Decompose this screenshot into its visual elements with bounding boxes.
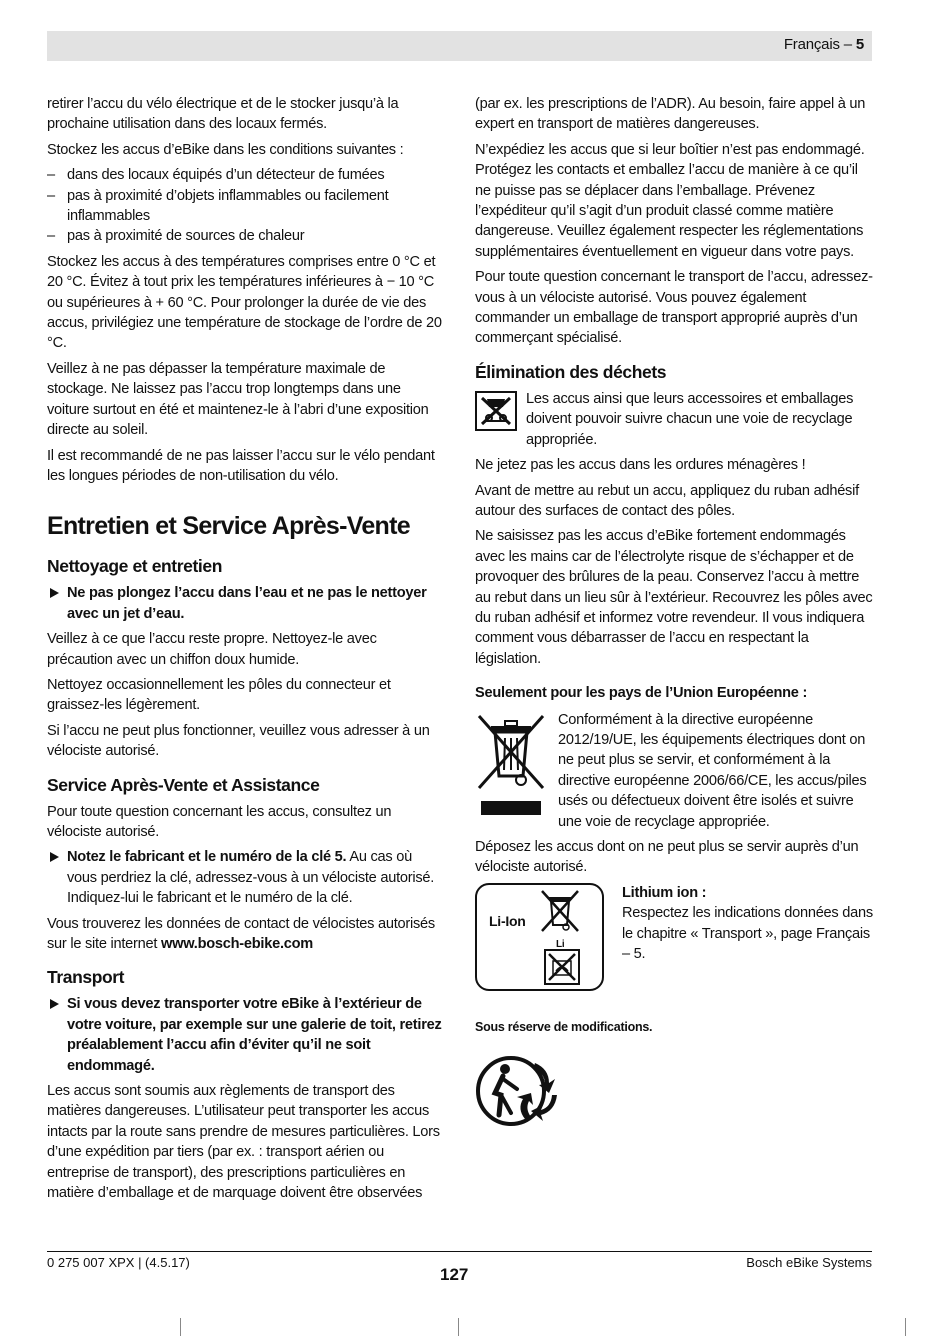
subsection-title-cleaning: Nettoyage et entretien [47,556,222,577]
paragraph: Avant de mettre au rebut un accu, appliquez du ruban adhésif autour des surfaces de contact des pôles. [475,482,859,519]
paragraph: N’expédiez les accus que si leur boîtier n’est pas endommagé. Protégez les contacts et emballez l’accu de manière à ce qu’il ne puisse pas se déplacer dans l’emballage. Prévenez l’expéditeur qu’il s’agit d’un produit classé comme matière dangereuse. Veuillez également respecter les réglementations supplémentaires éventuellement en vigueur dans votre pays. [475,141,865,260]
paragraph: Déposez les accus dont on ne peut plus se servir auprès d’un vélociste autorisé. [475,839,859,876]
paragraph: Ne saisissez pas les accus d’eBike fortement endommagés avec les mains car de l’électrolyte risque de s’échapper et de provoquer des brûlures de la peau. Conservez l’accu à mettre au rebut dans un lieu sûr à l’extérieur. Recouvrez les pôles avec du ruban adhésif et informez votre revendeur. Il vous indiquera comment vous débarrasser de l’accu en respectant la législation. [475,528,873,667]
crossed-bin-small-icon [540,889,580,939]
subsection-title-disposal: Élimination des déchets [475,361,667,382]
paragraph: Stockez les accus d’eBike dans les conditions suivantes : [47,141,404,158]
subsection-title-transport: Transport [47,967,125,988]
paragraph: Veillez à ce que l’accu reste propre. Nettoyez-le avec précaution avec un chiffon doux humide. [47,631,377,668]
warning-item: Notez le fabricant et le numéro de la clé 5. Au cas où vous perdriez la clé, adressez-vous à un vélociste autorisé. Indiquez-lui le fabricant et le numéro de la clé. [47,847,445,908]
recycling-notice: Les accus ainsi que leurs accessoires et emballages doivent pouvoir suivre chacun une voie de recyclage appropriée. [475,389,873,450]
footer-divider [47,1251,872,1252]
liion-notice [475,883,873,995]
liion-symbol-box [475,883,604,991]
liion-label: Li-Ion [489,912,526,929]
footer-doc-number: 0 275 007 XPX | (4.5.17) [47,1255,190,1270]
paragraph: Pour toute question concernant le transport de l’accu, adressez-vous à un vélociste autorisé. Vous pouvez également commander un emballage de transport approprié auprès d’un commerçant spécialisé. [475,269,873,347]
right-column [475,94,873,1140]
footer-page-number: 127 [440,1265,469,1284]
battery-recycle-icon [544,949,580,985]
list-item: – dans des locaux équipés d’un détecteur de fumées [47,165,445,185]
header-bar [47,31,872,61]
paragraph: Il est recommandé de ne pas laisser l’accu sur le vélo pendant les longues périodes de non-utilisation du vélo. [47,447,435,484]
website-link[interactable]: www.bosch-ebike.com [161,936,314,952]
left-column [47,94,445,1208]
storage-conditions-list [47,165,445,247]
header-page-label: Français – 5 [783,36,864,53]
eu-heading: Seulement pour les pays de l’Union Européenne : [475,685,808,702]
crop-mark [905,1318,906,1336]
footer-brand: Bosch eBike Systems [746,1255,872,1270]
warning-item: Si vous devez transporter votre eBike à l’extérieur de votre voiture, par exemple sur une galerie de toit, retirez préalablement l’accu afin d’éviter qu’il ne soit endommagé. [47,994,445,1076]
arrow-bullet-icon [50,852,59,862]
crop-mark [458,1318,459,1336]
liion-text: Respectez les indications données dans le chapitre « Transport », page Français – 5. [622,905,873,963]
list-item: – pas à proximité d’objets inflammables ou facilement inflammables [47,186,445,227]
crop-mark [180,1318,181,1336]
arrow-bullet-icon [50,999,59,1009]
subsection-title-service: Service Après-Vente et Assistance [47,774,320,795]
paragraph: Nettoyez occasionnellement les pôles du connecteur et graissez-les légèrement. [47,676,391,714]
warning-item: Ne pas plongez l’accu dans l’eau et ne pas le nettoyer avec un jet d’eau. [47,583,445,624]
paragraph: (par ex. les prescriptions de l’ADR). Au besoin, faire appel à un expert en transport de matières dangereuses. [475,96,866,133]
paragraph: Si l’accu ne peut plus fonctionner, veuillez vous adresser à un vélociste autorisé. [47,722,430,760]
paragraph: retirer l’accu du vélo électrique et de le stocker jusqu’à la prochaine utilisation dans des locaux fermés. [47,96,399,133]
triman-logo [475,1049,873,1139]
liion-small-label: Li [556,938,565,950]
weee-notice: Conformément à la directive européenne 2012/19/UE, les équipements électriques dont on ne peut plus se servir, et conformément à la directive européenne 2006/66/CE, les accus/piles usés ou défectueux doivent être isolés et suivre une voie de recyclage appropriée. [475,710,873,832]
paragraph: Stockez les accus à des températures comprises entre 0 °C et 20 °C. Évitez à tout prix les températures inférieures à − 10 °C ou supérieures à + 60 °C. Pour prolonger la durée de vie des accus, privilégiez une température de stockage de l’ordre de 20 °C. [47,253,442,352]
arrow-bullet-icon [50,588,59,598]
list-item: – pas à proximité de sources de chaleur [47,226,445,246]
triman-recycle-icon [475,1049,565,1133]
packaging-recycle-icon [475,391,517,437]
paragraph: Veillez à ne pas dépasser la température maximale de stockage. Ne laissez pas l’accu trop longtemps dans une voiture surtout en été et maintenez-le à l’abri d’une exposition directe au soleil. [47,360,429,439]
crossed-bin-icon [475,712,547,826]
paragraph: Les accus sont soumis aux règlements de transport des matières dangereuses. L’utilisateur peut transporter les accus intacts par la route sans prendre de mesures particulières. Lors d’une expédition par tiers (par ex. : transport aérien ou entreprise de transport), des prescriptions particulières en matière d’emballage et de marquage doivent être observées [47,1083,440,1202]
paragraph: Ne jetez pas les accus dans les ordures ménagères ! [475,457,806,474]
section-title: Entretien et Service Après-Vente [47,512,410,541]
liion-title: Lithium ion : [622,884,707,901]
reserve-note: Sous réserve de modifications. [475,1019,653,1034]
paragraph: Vous trouverez les données de contact de vélocistes autorisés sur le site internet www.bosch-ebike.com [47,915,435,952]
paragraph: Pour toute question concernant les accus, consultez un vélociste autorisé. [47,803,392,840]
